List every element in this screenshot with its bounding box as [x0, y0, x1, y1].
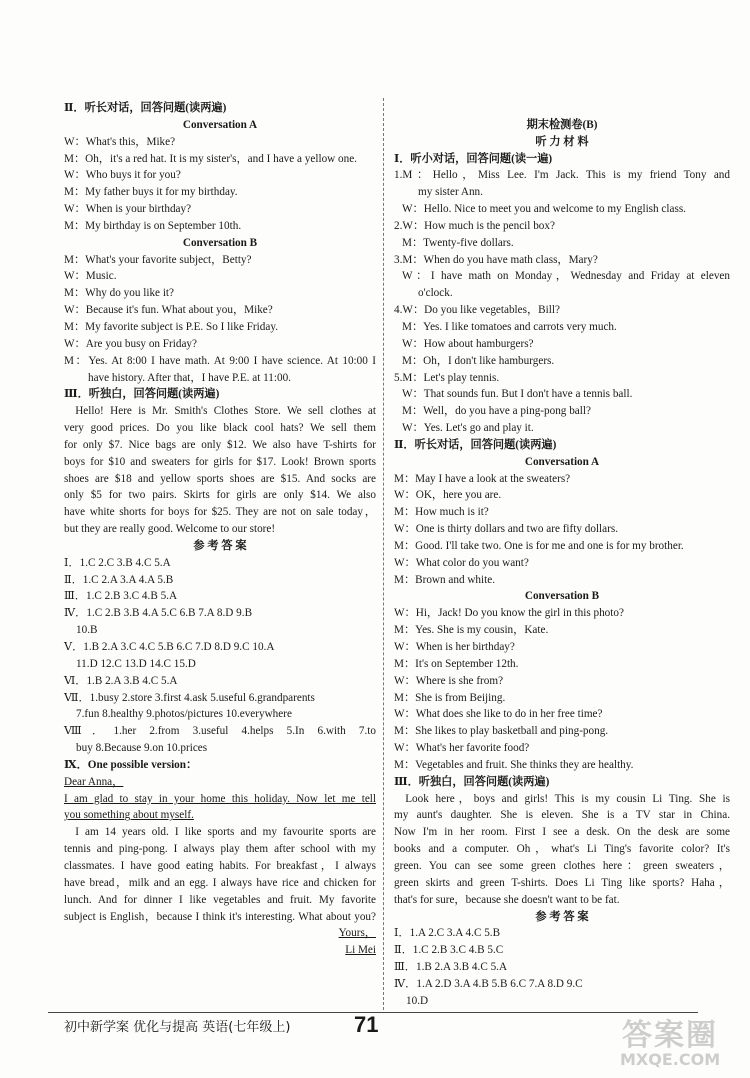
right-text-line: W：What does she like to do in her free time? [394, 708, 603, 721]
left-text-line: Hello! Here is Mr. Smith's Clothes Store. We sell clothes at [75, 405, 376, 418]
right-text-line: W：What's her favorite food? [394, 742, 530, 755]
left-text-line: only $5 for two pairs. Skirts for girls are only $14. We also [64, 489, 376, 502]
left-text-line: have bread，milk and an egg. I always have rice and chicken for [64, 876, 376, 889]
left-text-line: lunch. And for dinner I like vegetables and fruit. My favorite [64, 893, 376, 906]
left-text-line: Ⅵ．1.B 2.A 3.B 4.C 5.A [64, 674, 178, 687]
right-text-line: W：Yes. Let's go and play it. [402, 422, 534, 435]
right-text-line: M：She likes to play basketball and ping-pong. [394, 725, 609, 738]
right-text-line: 听 力 材 料 [535, 135, 589, 148]
right-text-line: M：May I have a look at the sweaters? [394, 472, 571, 485]
left-text-line: Ⅲ．听独白，回答问题(读两遍) [64, 388, 220, 401]
right-text-line: Conversation B [524, 590, 600, 603]
left-text-line: W：Music. [64, 270, 117, 283]
left-text-line: subject is English，because I think it's interesting. What about you? [64, 910, 376, 923]
right-text-line: M：Oh，I don't like hamburgers. [402, 354, 555, 367]
right-text-line: W：When is her birthday? [394, 641, 515, 653]
left-text-line: Conversation A [182, 118, 258, 131]
left-text-line: Conversation B [182, 236, 258, 249]
left-text-line: Ⅴ．1.B 2.A 3.C 4.C 5.B 6.C 7.D 8.D 9.C 10.A [64, 641, 275, 653]
watermark-domain: MXQE.COM [620, 1050, 721, 1069]
right-text-line: my sister Ann. [418, 186, 483, 199]
left-text-line: M：My father buys it for my birthday. [64, 186, 238, 199]
left-text-line: W：Because it's fun. What about you，Mike? [64, 304, 273, 317]
right-text-line: Conversation A [524, 455, 600, 468]
left-text-line: you something about myself. [64, 809, 194, 822]
left-text-line: Ⅱ．听长对话，回答问题(读两遍) [64, 102, 227, 114]
right-text-line: 5.M：Let's play tennis. [394, 371, 500, 384]
right-text-line: M：Yes. I like tomatoes and carrots very much. [402, 320, 617, 333]
left-text-line: I am 14 years old. I like sports and my favourite sports are [75, 826, 376, 839]
left-text-line: M：My birthday is on September 10th. [64, 219, 242, 232]
right-text-line: green. You can see some green clothes here：green sweaters， [394, 859, 730, 872]
left-text-line: very good prices. Do you like black cool hats? We sell them [64, 422, 376, 435]
left-text-line: Ⅷ．1.her 2.from 3.useful 4.helps 5.In 6.with 7.to [64, 725, 376, 738]
right-text-line: 1.M：Hello，Miss Lee. I'm Jack. This is my friend Tony and [394, 169, 730, 182]
right-text-line: M：Twenty-five dollars. [402, 236, 514, 249]
right-text-line: green skirts and green T-shirts. Does Li Ting like sports? Haha， [394, 876, 730, 889]
left-text-line: 7.fun 8.healthy 9.photos/pictures 10.everywhere [76, 708, 292, 721]
right-text-line: my aunt's daughter. She is eleven. She is a TV star in China. [394, 809, 730, 822]
left-text-line: M：What's your favorite subject，Betty? [64, 253, 252, 266]
right-text-line: W：OK，here you are. [394, 489, 502, 502]
right-text-line: Ⅱ．1.C 2.B 3.C 4.B 5.C [394, 944, 504, 957]
right-text-line: books and a computer. Oh，what's Li Ting's favorite color? It's [394, 843, 730, 856]
left-text-line: M：Yes. At 8:00 I have math. At 9:00 I have science. At 10:00 I [64, 354, 376, 367]
right-text-line [394, 100, 730, 117]
right-text-line: 4.W：Do you like vegetables，Bill? [394, 304, 560, 317]
left-text-line: M：My favorite subject is P.E. So I like Friday. [64, 320, 278, 333]
left-text-line: Yours， [338, 927, 376, 940]
right-text-line: o'clock. [418, 287, 453, 300]
left-text-line: M：Oh，it's a red hat. It is my sister's，and I have a yellow one. [64, 152, 357, 165]
left-text-line: Ⅰ．1.C 2.C 3.B 4.C 5.A [64, 556, 171, 569]
right-text-line: W：Hi，Jack! Do you know the girl in this photo? [394, 607, 624, 620]
left-text-line: Ⅶ．1.busy 2.store 3.first 4.ask 5.useful 6.grandparents [64, 691, 315, 704]
right-text-line: M：Yes. She is my cousin，Kate. [394, 624, 549, 637]
right-text-line: that's for sure，because she doesn't want to be fat. [394, 893, 620, 906]
column-divider [383, 98, 384, 1010]
right-text-line: M：Well，do you have a ping-pong ball? [402, 405, 591, 418]
left-text-line: for only $7. Nice bags are only $12. We also have T-shirts for [64, 438, 376, 451]
left-text-line: buy 8.Because 9.on 10.prices [76, 742, 208, 755]
left-text-line: Ⅳ．1.C 2.B 3.B 4.A 5.C 6.B 7.A 8.D 9.B [64, 607, 253, 620]
left-text-line: shoes are $18 and yellow sports shoes are $15. And socks are [64, 472, 376, 485]
left-text-line: 10.B [76, 624, 98, 637]
right-text-line: 3.M：When do you have math class，Mary? [394, 253, 598, 266]
right-text-line: M：How much is it? [394, 506, 489, 519]
right-text-line: 参 考 答 案 [535, 910, 589, 923]
left-text-line: boys for $10 and sweaters for girls for $17. Look! Brown sports [64, 455, 376, 468]
right-text-line: Ⅰ．1.A 2.C 3.A 4.C 5.B [394, 927, 501, 940]
right-text-line: M：Brown and white. [394, 573, 495, 586]
right-text-line: W：One is thirty dollars and two are fifty dollars. [394, 523, 619, 536]
left-text-line: have white shorts for boys for $25. They are not on sale today， [64, 506, 376, 519]
left-text-line: W：Are you busy on Friday? [64, 337, 197, 350]
right-text-line: W：What color do you want? [394, 556, 529, 569]
right-text-line: W：I have math on Monday，Wednesday and Friday at eleven [402, 270, 730, 283]
right-text-line: W：That sounds fun. But I don't have a tennis ball. [402, 388, 633, 401]
left-text-line: 参 考 答 案 [193, 539, 247, 552]
left-text-line: W：What's this，Mike? [64, 135, 176, 148]
left-text-line: Ⅱ．1.C 2.A 3.A 4.A 5.B [64, 573, 174, 586]
left-text-line: Li Mei [345, 944, 376, 957]
right-column [394, 100, 730, 1010]
right-text-line: 10.D [406, 994, 429, 1007]
right-text-line: Ⅲ．1.B 2.A 3.B 4.C 5.A [394, 961, 508, 974]
right-text-line: M：Good. I'll take two. One is for me and one is for my brother. [394, 539, 684, 552]
left-column [64, 100, 376, 959]
right-text-line: 2.W：How much is the pencil box? [394, 219, 555, 232]
page-number: 71 [354, 1012, 379, 1037]
right-text-line: Ⅲ．听独白，回答问题(读两遍) [394, 775, 550, 788]
right-text-line: M：She is from Beijing. [394, 691, 506, 704]
right-text-line: W：Hello. Nice to meet you and welcome to my English class. [402, 203, 686, 216]
left-text-line: I am glad to stay in your home this holiday. Now let me tell [64, 792, 376, 805]
left-text-line: W：Who buys it for you? [64, 169, 181, 182]
right-text-line: 期末检测卷(B) [526, 118, 598, 131]
left-text-line: but they are really good. Welcome to our store! [64, 523, 276, 536]
left-text-line: 11.D 12.C 13.D 14.C 15.D [76, 657, 196, 670]
right-text-line: Look here，boys and girls! This is my cousin Li Ting. She is [405, 792, 730, 805]
left-text-line: M：Why do you like it? [64, 287, 174, 300]
right-text-line: Ⅳ．1.A 2.D 3.A 4.B 5.B 6.C 7.A 8.D 9.C [394, 977, 583, 990]
left-text-line: W：When is your birthday? [64, 203, 192, 216]
footer-book-title: 初中新学案 优化与提高 英语(七年级上) [64, 1020, 291, 1035]
left-text-line: Ⅲ．1.C 2.B 3.C 4.B 5.A [64, 590, 178, 603]
left-text-line: have history. After that，I have P.E. at 11:00. [88, 371, 291, 384]
watermark-text: 答案圈 [622, 1018, 718, 1053]
right-text-line: Ⅰ．听小对话，回答问题(读一遍) [394, 152, 553, 165]
right-text-line: W：How about hamburgers? [402, 337, 534, 350]
right-text-line: Ⅱ．听长对话，回答问题(读两遍) [394, 438, 557, 451]
watermark-logo [612, 1008, 746, 1072]
left-text-line: classmates. I have good eating habits. For breakfast，I always [64, 859, 376, 872]
right-text-line: M：It's on September 12th. [394, 657, 519, 670]
left-text-line: tennis and ping-pong. I always play them after school with my [64, 843, 376, 856]
left-text-line: Ⅸ．One possible version： [64, 758, 198, 771]
right-text-line: M：Vegetables and fruit. She thinks they are healthy. [394, 758, 634, 771]
right-text-line: Now I'm in her room. First I see a desk. On the desk are some [394, 826, 730, 839]
right-text-line: W：Where is she from? [394, 674, 504, 687]
left-text-line: Dear Anna， [64, 775, 124, 788]
